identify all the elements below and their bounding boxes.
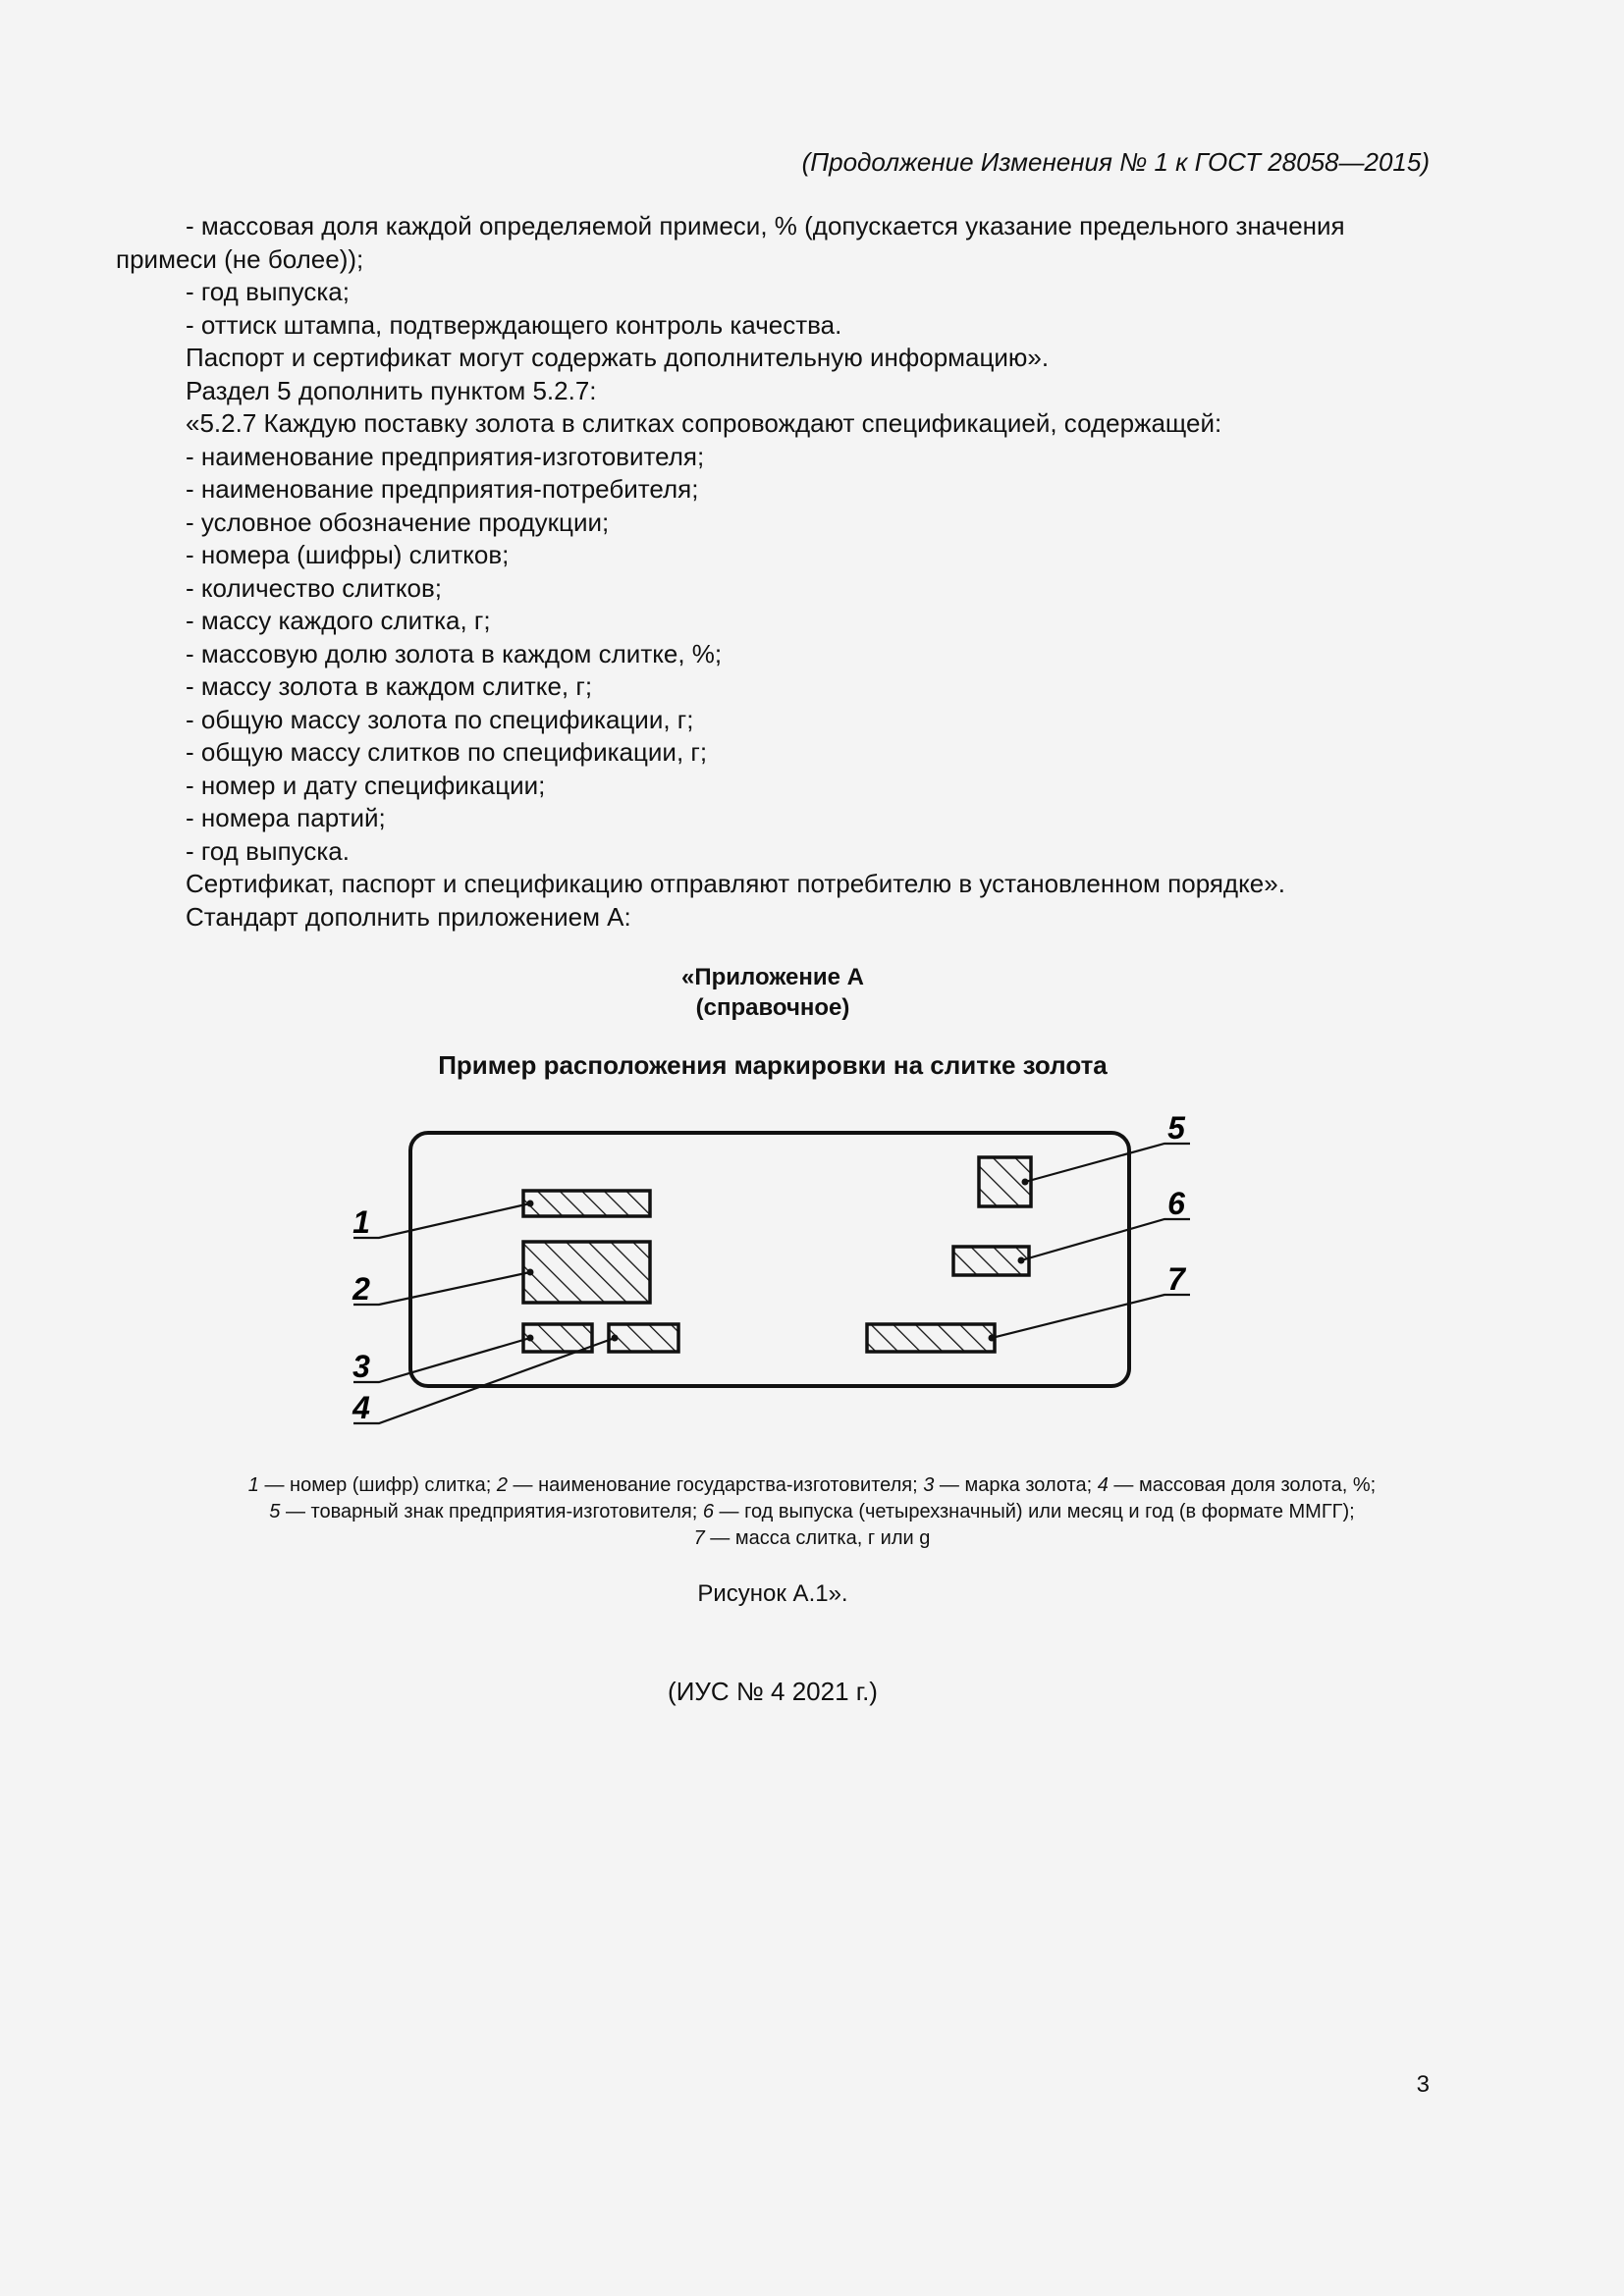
paragraph: «5.2.7 Каждую поставку золота в слитках сопровождают спецификацией, содержащей: — [186, 408, 1222, 438]
legend-line — [59, 1472, 1565, 1499]
legend-text: — товарный знак предприятия-изготовителя; — [280, 1501, 703, 1522]
paragraph: Стандарт дополнить приложением А: — [186, 901, 631, 932]
leader-5 — [1025, 1144, 1190, 1182]
list-item: - массу каждого слитка, г; — [186, 606, 491, 635]
paragraph: - массовая доля каждой определяемой примеси, % (допускается указание предельного значения примеси (не более)); — [116, 211, 1345, 274]
legend-num: 1 — [247, 1474, 259, 1496]
marking-field-6 — [953, 1247, 1029, 1275]
page-number: 3 — [1416, 2071, 1430, 2098]
leader-2 — [353, 1272, 530, 1305]
appendix-heading — [116, 962, 1430, 1023]
leader-3 — [353, 1338, 530, 1382]
list-item: - наименование предприятия-изготовителя; — [186, 441, 705, 471]
legend-num: 6 — [702, 1501, 714, 1522]
list-item: - номера партий; — [186, 803, 386, 832]
marking-field-7 — [867, 1324, 995, 1352]
callout-6: 6 — [1167, 1186, 1185, 1221]
figure-title: Пример расположения маркировки на слитке золота — [438, 1050, 1108, 1080]
leader-6 — [1021, 1219, 1190, 1260]
list-item: - условное обозначение продукции; — [186, 507, 610, 537]
ingot-marking-diagram — [334, 1099, 1218, 1443]
ius-reference: (ИУС № 4 2021 г.) — [668, 1677, 878, 1706]
legend-text: — масса слитка, г или g — [704, 1527, 931, 1549]
legend-text: — марка золота; — [934, 1474, 1098, 1496]
paragraph: Сертификат, паспорт и спецификацию отправляют потребителю в установленном порядке». — [186, 869, 1285, 898]
appendix-subtitle: (справочное) — [695, 994, 850, 1021]
list-item: - общую массу слитков по спецификации, г; — [186, 737, 708, 767]
list-item: - номер и дату спецификации; — [186, 770, 546, 800]
legend-line — [59, 1499, 1565, 1525]
paragraph: - оттиск штампа, подтверждающего контроль качества. — [186, 309, 842, 340]
figure-legend — [59, 1472, 1565, 1552]
figure-caption: Рисунок А.1». — [697, 1580, 848, 1607]
legend-text: — наименование государства-изготовителя; — [507, 1474, 924, 1496]
callout-2: 2 — [352, 1271, 370, 1307]
paragraph: Раздел 5 дополнить пунктом 5.2.7: — [186, 375, 597, 405]
paragraph: - год выпуска; — [186, 277, 350, 306]
list-item: - общую массу золота по спецификации, г; — [186, 704, 694, 734]
legend-num: 4 — [1097, 1474, 1109, 1496]
callout-3: 3 — [352, 1349, 370, 1384]
legend-line — [59, 1525, 1565, 1552]
marking-field-1 — [523, 1191, 650, 1216]
running-header: (Продолжение Изменения № 1 к ГОСТ 28058—2015) — [801, 147, 1430, 177]
list-item: - количество слитков; — [186, 572, 443, 603]
appendix-title: «Приложение А — [681, 964, 864, 990]
legend-num: 5 — [269, 1501, 281, 1522]
legend-num: 3 — [923, 1474, 935, 1496]
leader-1 — [353, 1203, 530, 1238]
marking-field-4 — [609, 1324, 678, 1352]
list-item: - массовую долю золота в каждом слитке, %; — [186, 638, 723, 668]
list-item: - наименование предприятия-потребителя; — [186, 474, 699, 504]
paragraph: Паспорт и сертификат могут содержать дополнительную информацию». — [186, 343, 1050, 372]
legend-text: — год выпуска (четырехзначный) или месяц и год (в формате ММГГ); — [713, 1501, 1355, 1522]
list-item: - массу золота в каждом слитке, г; — [186, 671, 593, 701]
callout-5: 5 — [1167, 1110, 1185, 1146]
legend-text: — массовая доля золота, %; — [1108, 1474, 1377, 1496]
body-text — [116, 210, 1430, 934]
list-item: - год выпуска. — [186, 835, 350, 866]
callout-1: 1 — [352, 1204, 370, 1240]
legend-text: — номер (шифр) слитка; — [258, 1474, 497, 1496]
callout-7: 7 — [1167, 1261, 1185, 1297]
legend-num: 7 — [693, 1527, 705, 1549]
callout-4: 4 — [352, 1390, 370, 1425]
legend-num: 2 — [496, 1474, 508, 1496]
marking-field-2 — [523, 1242, 650, 1303]
leader-7 — [992, 1295, 1190, 1338]
list-item: - номера (шифры) слитков; — [186, 540, 510, 569]
